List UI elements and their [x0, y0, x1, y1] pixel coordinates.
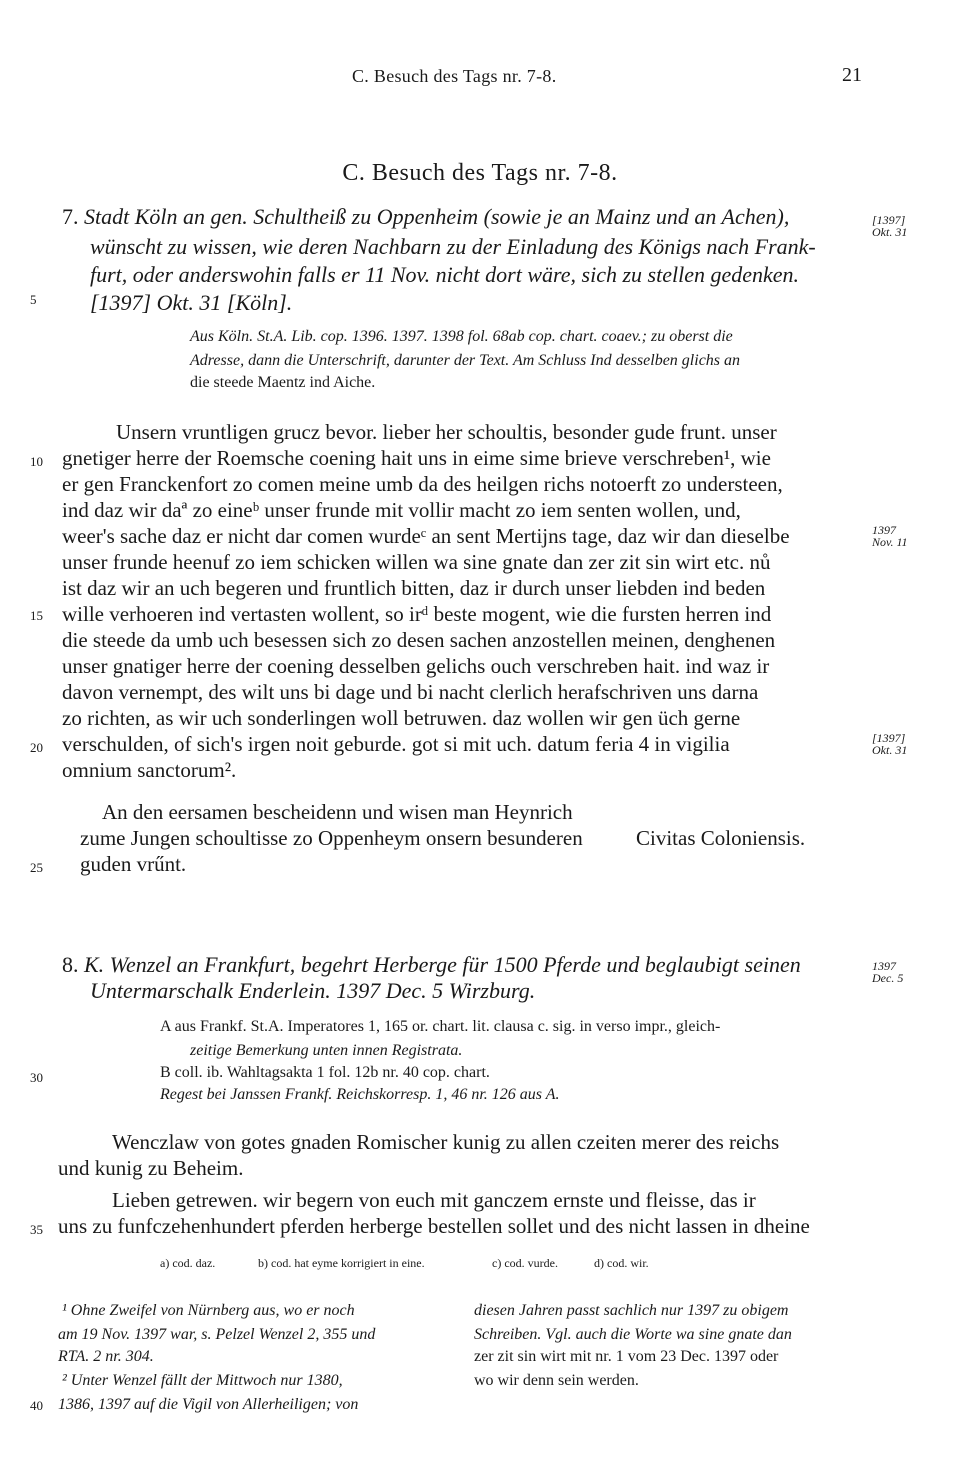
running-title: C. Besuch des Tags nr. 7-8. [352, 66, 557, 86]
doc8-number: 8. [62, 952, 79, 977]
margin-date-note: [1397] Okt. 31 [872, 213, 908, 239]
doc7-text-line: unser gnatiger herre der coening desselben gelichs ouch verschreben hait. ind waz ir [62, 654, 770, 678]
line-number: 35 [30, 1222, 43, 1237]
footnote-line: ² Unter Wenzel fällt der Mittwoch nur 1380, [62, 1372, 343, 1389]
doc7-number: 7. [62, 204, 79, 229]
line-number: 20 [30, 740, 43, 755]
margin-date-note: 1397 Nov. 11 [872, 523, 908, 549]
doc7-text-line: wille verhoeren ind vertasten wollent, so irᵈ beste mogent, wie die fursten herren ind [62, 602, 772, 626]
doc7-heading-line: 7. Stadt Köln an gen. Schultheiß zu Oppenheim (sowie je an Mainz und an Achen), [62, 204, 790, 229]
line-number: 25 [30, 860, 43, 875]
footnote-line: Schreiben. Vgl. auch die Worte wa sine gnate dan [474, 1326, 792, 1343]
doc7-text-line: die steede da umb uch besessen sich zo desen sachen anzostellen meinen, denghenen [62, 628, 776, 652]
textual-note: a) cod. daz. [160, 1256, 216, 1270]
margin-date-note: 1397 Dec. 5 [872, 959, 904, 985]
doc7-signature: Civitas Coloniensis. [636, 826, 806, 850]
doc8-source-line: A aus Frankf. St.A. Imperatores 1, 165 or. chart. lit. clausa c. sig. in verso impr., gleich- [160, 1018, 721, 1035]
doc8-text-line: Wenczlaw von gotes gnaden Romischer kunig zu allen czeiten merer des reichs [112, 1130, 780, 1154]
doc7-text-line: verschulden, of sich's irgen noit geburde. got si mit uch. datum feria 4 in vigilia [62, 732, 730, 756]
page-number: 21 [842, 64, 862, 86]
footnote-line: 1386, 1397 auf die Vigil von Allerheiligen; von [58, 1396, 359, 1413]
doc7-address-line: guden vrűnt. [80, 852, 187, 876]
line-number: 40 [30, 1398, 43, 1413]
doc7-text-line: unser frunde heenuf zo iem schicken willen wa sine gnate dan zer zit sin wirt etc. nů [62, 550, 771, 574]
footnote-line: am 19 Nov. 1397 war, s. Pelzel Wenzel 2, 355 und [58, 1326, 376, 1343]
textual-note: d) cod. wir. [594, 1256, 649, 1270]
line-number: 15 [30, 608, 43, 623]
doc7-source-line: Aus Köln. St.A. Lib. cop. 1396. 1397. 1398 fol. 68ab cop. chart. coaev.; zu oberst die [190, 328, 733, 345]
doc7-text-line: omnium sanctorum². [62, 758, 237, 782]
section-title: C. Besuch des Tags nr. 7-8. [342, 160, 618, 186]
doc8-heading-line: Untermarschalk Enderlein. 1397 Dec. 5 Wirzburg. [90, 978, 536, 1003]
textual-note: c) cod. vurde. [492, 1256, 558, 1270]
doc7-text-line: Unsern vruntligen grucz bevor. lieber her schoultis, besonder gude frunt. unser [116, 420, 777, 444]
doc7-heading-line: [1397] Okt. 31 [Köln]. [90, 290, 293, 315]
line-number: 5 [30, 292, 37, 307]
doc8-text-line: Lieben getrewen. wir begern von euch mit ganczem ernste und fleisse, das ir [112, 1188, 756, 1212]
footnote-line: zer zit sin wirt mit nr. 1 vom 23 Dec. 1397 oder [474, 1348, 779, 1365]
textual-note: b) cod. hat eyme korrigiert in eine. [258, 1256, 425, 1270]
doc7-heading-line: wünscht zu wissen, wie deren Nachbarn zu der Einladung des Königs nach Frank- [90, 234, 816, 259]
doc8-heading-line: 8. K. Wenzel an Frankfurt, begehrt Herberge für 1500 Pferde und beglaubigt seinen [62, 952, 801, 977]
doc8-text-line: uns zu funfczehenhundert pferden herberge bestellen sollet und des nicht lassen in dheine [58, 1214, 810, 1238]
doc7-text-line: zo richten, as wir uch sonderlingen woll betruwen. daz wollen wir gen üch gerne [62, 706, 741, 730]
doc7-text-line: ist daz wir an uch begeren und fruntlich bitten, daz ir durch unser liebden ind beden [62, 576, 766, 600]
doc7-source-line: die steede Maentz ind Aiche. [190, 374, 376, 391]
footnote-line: ¹ Ohne Zweifel von Nürnberg aus, wo er noch [62, 1302, 355, 1319]
footnote-line: wo wir denn sein werden. [474, 1372, 639, 1389]
doc8-text-line: und kunig zu Beheim. [58, 1156, 244, 1180]
doc7-text-line: er gen Franckenfort zo comen meine umb da des heilgen richs notoerft zo understeen, [62, 472, 783, 496]
doc8-source-line: B coll. ib. Wahltagsakta 1 fol. 12b nr. 40 cop. chart. [160, 1064, 490, 1081]
footnote-line: diesen Jahren passt sachlich nur 1397 zu obigem [474, 1302, 789, 1319]
doc7-text-line: gnetiger herre der Roemsche coening hait uns in eime sime brieve verschreben¹, wie [62, 446, 771, 470]
footnote-line: RTA. 2 nr. 304. [58, 1348, 154, 1365]
doc7-heading-line: furt, oder anderswohin falls er 11 Nov. nicht dort wäre, sich zu stellen gedenken. [90, 262, 800, 287]
doc7-address-line: An den eersamen bescheidenn und wisen man Heynrich [102, 800, 573, 824]
doc7-source-line: Adresse, dann die Unterschrift, darunter der Text. Am Schluss Ind desselben glichs an [190, 352, 741, 369]
doc7-text-line: weer's sache daz er nicht dar comen wurdeᶜ an sent Mertijns tage, daz wir dan dieselbe [62, 524, 790, 548]
doc7-address-line: zume Jungen schoultisse zo Oppenheym onsern besunderen [80, 826, 583, 850]
margin-date-note: [1397] Okt. 31 [872, 731, 908, 757]
doc8-source-line: Regest bei Janssen Frankf. Reichskorresp. 1, 46 nr. 126 aus A. [160, 1086, 560, 1103]
doc8-source-line: zeitige Bemerkung unten innen Registrata. [190, 1042, 463, 1059]
line-number: 10 [30, 454, 43, 469]
doc7-text-line: davon vernempt, des wilt uns bi dage und bi nacht clerlich herafschriven uns darna [62, 680, 759, 704]
line-number: 30 [30, 1070, 43, 1085]
doc7-text-line: ind daz wir daª zo eineᵇ unser frunde mit vollir macht zo iem senten wollen, und, [62, 498, 741, 522]
